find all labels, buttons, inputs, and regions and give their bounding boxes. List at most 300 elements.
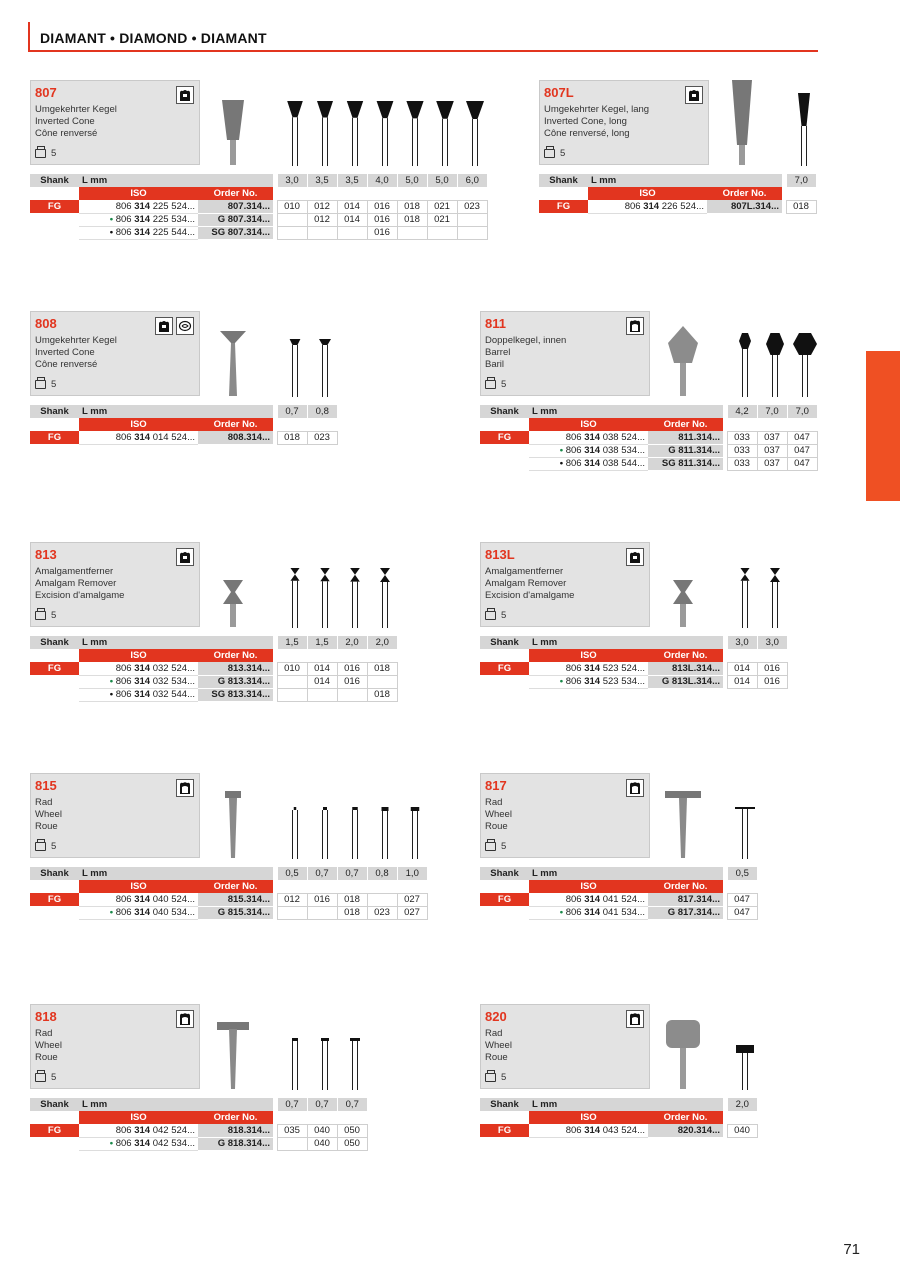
pack-quantity (35, 841, 56, 852)
length-row (30, 636, 397, 649)
indication-icons (176, 1010, 194, 1028)
instrument-photo (208, 1004, 258, 1089)
bur-drawing (400, 779, 430, 859)
product-card (30, 773, 200, 858)
product-name: Wheel (35, 1040, 62, 1051)
bur-drawing (760, 317, 790, 397)
length-value: 2,0 (337, 636, 367, 649)
table-row (30, 226, 487, 239)
pack-count: 5 (51, 379, 57, 390)
shank-type: FG (30, 431, 79, 444)
order-number: G 815.314... (198, 906, 273, 919)
empty-cell (30, 675, 79, 688)
product-names (35, 335, 117, 371)
length-row (480, 636, 787, 649)
empty-cell (30, 688, 79, 701)
shank-type: FG (30, 1124, 79, 1137)
length-value: 1,5 (277, 636, 307, 649)
product-name: Barrel (485, 347, 511, 358)
order-header: Order No. (198, 880, 273, 893)
product-807l (539, 80, 900, 250)
bur-photo (208, 773, 258, 858)
product-820 (480, 1004, 900, 1174)
product-name: Roue (485, 1052, 508, 1063)
product-code: 820 (485, 1009, 507, 1024)
pack-count: 5 (560, 148, 566, 159)
order-header: Order No. (198, 1111, 273, 1124)
iso-number: • 806 314 042 534... (79, 1137, 198, 1150)
size-value: 012 (307, 200, 337, 213)
iso-header: ISO (79, 880, 198, 893)
length-row (539, 174, 816, 187)
table-row (30, 675, 397, 688)
order-number: 818.314... (198, 1124, 273, 1137)
order-number: 820.314... (648, 1124, 723, 1137)
size-value: 047 (727, 893, 757, 906)
product-811 (480, 311, 900, 481)
size-value (277, 226, 307, 239)
size-value: 037 (757, 431, 787, 444)
product-name: Inverted Cone, long (544, 116, 627, 127)
shank-label: Shank (30, 1098, 79, 1111)
length-value: 0,7 (337, 867, 367, 880)
product-name: Inverted Cone (35, 347, 95, 358)
package-icon (544, 149, 555, 158)
size-value: 047 (787, 457, 817, 470)
tooth-cavity-icon (626, 317, 644, 335)
instrument-drawings (280, 779, 430, 859)
header-row (480, 418, 817, 431)
instrument-drawings (280, 86, 490, 166)
spec-table (30, 636, 398, 702)
size-value (457, 213, 487, 226)
product-code: 817 (485, 778, 507, 793)
pack-count: 5 (501, 841, 507, 852)
instrument-photo (208, 311, 258, 396)
indication-icons (685, 86, 703, 104)
spec-table (30, 867, 428, 920)
pack-quantity (544, 148, 565, 159)
product-code: 807 (35, 85, 57, 100)
size-value (307, 906, 337, 919)
order-number: G 813L.314... (648, 675, 723, 688)
green-dot-icon: • (109, 907, 116, 918)
size-value (427, 226, 457, 239)
product-name: Cône renversé (35, 128, 98, 139)
pack-count: 5 (501, 1072, 507, 1083)
length-value: 5,0 (427, 174, 457, 187)
size-value: 023 (367, 906, 397, 919)
empty-cell (480, 906, 529, 919)
bur-photo (658, 311, 708, 396)
length-label: L mm (79, 174, 273, 187)
product-name: Umgekehrter Kegel, lang (544, 104, 650, 115)
bur-drawing (340, 86, 370, 166)
size-value (307, 226, 337, 239)
page-number: 71 (843, 1241, 860, 1258)
size-value: 010 (277, 662, 307, 675)
table-row (480, 893, 757, 906)
shank-label: Shank (480, 867, 529, 880)
size-value: 018 (397, 200, 427, 213)
size-value (367, 893, 397, 906)
empty-cell (30, 226, 79, 239)
empty-cell (480, 675, 529, 688)
size-value: 014 (307, 675, 337, 688)
length-value: 0,5 (727, 867, 757, 880)
green-dot-icon: • (559, 907, 566, 918)
iso-number: • 806 314 225 534... (79, 213, 198, 226)
length-value: 2,0 (727, 1098, 757, 1111)
header-row (539, 187, 816, 200)
bur-drawing (430, 86, 460, 166)
instrument-drawings (280, 548, 400, 628)
green-dot-icon: • (559, 445, 566, 456)
order-number: 807L.314... (707, 200, 782, 213)
bur-drawing (370, 86, 400, 166)
header-row (30, 1111, 367, 1124)
product-card (480, 542, 650, 627)
package-icon (35, 842, 46, 851)
pack-count: 5 (51, 841, 57, 852)
size-value: 012 (307, 213, 337, 226)
iso-header: ISO (529, 418, 648, 431)
table-row (480, 906, 757, 919)
tooth-root-icon (176, 317, 194, 335)
size-value: 018 (397, 213, 427, 226)
bur-drawing (370, 548, 400, 628)
length-label: L mm (79, 405, 273, 418)
size-value: 027 (397, 893, 427, 906)
table-row (30, 662, 397, 675)
product-names (544, 104, 649, 140)
shank-type: FG (480, 1124, 529, 1137)
tooth-cavity-icon (626, 1010, 644, 1028)
length-value: 4,0 (367, 174, 397, 187)
black-dot-icon: • (559, 458, 566, 469)
size-value: 016 (367, 200, 397, 213)
table-row (480, 662, 787, 675)
iso-header: ISO (529, 649, 648, 662)
size-value (277, 213, 307, 226)
table-row (30, 200, 487, 213)
instrument-photo (658, 1004, 708, 1089)
empty-cell (30, 1137, 79, 1150)
size-value: 018 (277, 431, 307, 444)
product-name: Rad (485, 797, 503, 808)
product-names (35, 566, 124, 602)
pack-quantity (485, 1072, 506, 1083)
page-header (28, 22, 818, 52)
product-names (485, 797, 512, 833)
bur-drawing (340, 1010, 370, 1090)
instrument-photo (717, 80, 767, 165)
indication-icons (626, 317, 644, 335)
indication-icons (626, 1010, 644, 1028)
instrument-drawings (730, 317, 820, 397)
length-label: L mm (529, 867, 723, 880)
length-value: 4,2 (727, 405, 757, 418)
pack-count: 5 (51, 148, 57, 159)
instrument-drawings (730, 1010, 760, 1090)
iso-number: • 806 314 041 534... (529, 906, 648, 919)
package-icon (485, 380, 496, 389)
iso-number: 806 314 014 524... (79, 431, 198, 444)
length-value: 6,0 (457, 174, 487, 187)
shank-label: Shank (480, 636, 529, 649)
size-value: 016 (367, 213, 397, 226)
order-header: Order No. (648, 418, 723, 431)
size-value: 018 (337, 893, 367, 906)
bur-drawing (310, 779, 340, 859)
size-value: 014 (727, 662, 757, 675)
size-value: 016 (337, 675, 367, 688)
size-value: 014 (727, 675, 757, 688)
product-names (485, 335, 566, 371)
iso-header: ISO (79, 418, 198, 431)
pack-quantity (35, 148, 56, 159)
shank-type: FG (480, 431, 529, 444)
shank-type: FG (30, 662, 79, 675)
iso-header: ISO (529, 1111, 648, 1124)
page-title: DIAMANT • DIAMOND • DIAMANT (40, 30, 267, 46)
bur-drawing (310, 86, 340, 166)
tooth-cavity-icon (626, 779, 644, 797)
length-value: 2,0 (367, 636, 397, 649)
shank-label: Shank (30, 636, 79, 649)
size-value: 050 (337, 1137, 367, 1150)
iso-number: 806 314 043 524... (529, 1124, 648, 1137)
table-row (480, 1124, 757, 1137)
package-icon (35, 380, 46, 389)
length-value: 3,0 (727, 636, 757, 649)
pack-quantity (35, 610, 56, 621)
order-number: 808.314... (198, 431, 273, 444)
length-value: 3,5 (337, 174, 367, 187)
length-label: L mm (529, 636, 723, 649)
order-header: Order No. (648, 880, 723, 893)
size-value: 016 (757, 675, 787, 688)
iso-number: 806 314 040 524... (79, 893, 198, 906)
iso-header: ISO (79, 187, 198, 200)
table-row (30, 906, 427, 919)
bur-drawing (789, 86, 819, 166)
instrument-drawings (280, 1010, 370, 1090)
tooth-cavity-icon (176, 779, 194, 797)
table-row (539, 200, 816, 213)
size-value: 023 (307, 431, 337, 444)
product-code: 808 (35, 316, 57, 331)
tooth-crown-icon (176, 548, 194, 566)
product-code: 807L (544, 85, 574, 100)
product-name: Doppelkegel, innen (485, 335, 567, 346)
bur-drawing (460, 86, 490, 166)
iso-number: • 806 314 032 534... (79, 675, 198, 688)
length-value: 0,7 (337, 1098, 367, 1111)
order-number: G 813.314... (198, 675, 273, 688)
size-value: 027 (397, 906, 427, 919)
size-value: 040 (307, 1137, 337, 1150)
order-header: Order No. (198, 187, 273, 200)
size-value: 016 (337, 662, 367, 675)
black-dot-icon: • (109, 227, 116, 238)
order-number: 813.314... (198, 662, 273, 675)
instrument-photo (658, 311, 708, 396)
order-number: 811.314... (648, 431, 723, 444)
iso-header: ISO (529, 880, 648, 893)
pack-quantity (485, 610, 506, 621)
order-number: 815.314... (198, 893, 273, 906)
table-row (30, 893, 427, 906)
pack-quantity (485, 841, 506, 852)
indication-icons (176, 779, 194, 797)
order-header: Order No. (198, 649, 273, 662)
instrument-photo (208, 542, 258, 627)
iso-number: 806 314 041 524... (529, 893, 648, 906)
instrument-photo (208, 773, 258, 858)
package-icon (35, 1073, 46, 1082)
indication-icons (176, 548, 194, 566)
instrument-photo (658, 773, 708, 858)
product-name: Wheel (35, 809, 62, 820)
table-row (30, 1137, 367, 1150)
size-value: 021 (427, 200, 457, 213)
bur-drawing (280, 317, 310, 397)
bur-drawing (340, 779, 370, 859)
pack-quantity (485, 379, 506, 390)
product-name: Wheel (485, 1040, 512, 1051)
product-card (480, 311, 650, 396)
indication-icons (176, 86, 194, 104)
size-value (307, 688, 337, 701)
black-dot-icon: • (109, 689, 116, 700)
bur-drawing (310, 548, 340, 628)
order-header: Order No. (198, 418, 273, 431)
product-name: Umgekehrter Kegel (35, 104, 117, 115)
iso-number: • 806 314 038 534... (529, 444, 648, 457)
product-names (485, 566, 574, 602)
bur-photo (658, 542, 708, 627)
size-value: 016 (367, 226, 397, 239)
iso-number: • 806 314 040 534... (79, 906, 198, 919)
bur-drawing (400, 86, 430, 166)
length-value: 1,0 (397, 867, 427, 880)
table-row (30, 431, 337, 444)
header-row (30, 187, 487, 200)
product-card (539, 80, 709, 165)
bur-photo (208, 311, 258, 396)
order-number: SG 807.314... (198, 226, 273, 239)
green-dot-icon: • (109, 1138, 116, 1149)
bur-drawing (730, 317, 760, 397)
order-number: 807.314... (198, 200, 273, 213)
table-row (480, 457, 817, 470)
iso-number: 806 314 038 524... (529, 431, 648, 444)
indication-icons (155, 317, 194, 335)
bur-drawing (280, 1010, 310, 1090)
size-value: 023 (457, 200, 487, 213)
table-row (30, 1124, 367, 1137)
iso-header: ISO (588, 187, 707, 200)
order-header: Order No. (648, 649, 723, 662)
size-value: 035 (277, 1124, 307, 1137)
product-name: Inverted Cone (35, 116, 95, 127)
product-code: 818 (35, 1009, 57, 1024)
product-name: Roue (35, 821, 58, 832)
order-number: G 807.314... (198, 213, 273, 226)
size-value: 012 (277, 893, 307, 906)
header-row (480, 1111, 757, 1124)
length-row (30, 867, 427, 880)
length-row (480, 405, 817, 418)
length-value: 3,0 (277, 174, 307, 187)
pack-count: 5 (51, 610, 57, 621)
table-row (30, 688, 397, 701)
header-row (30, 418, 337, 431)
header-row (480, 649, 787, 662)
size-value: 040 (727, 1124, 757, 1137)
order-header: Order No. (707, 187, 782, 200)
length-label: L mm (588, 174, 782, 187)
product-name: Cône renversé, long (544, 128, 630, 139)
size-value: 018 (786, 200, 816, 213)
size-value (277, 906, 307, 919)
length-label: L mm (79, 636, 273, 649)
tooth-crown-icon (176, 86, 194, 104)
instrument-drawings (789, 86, 819, 166)
size-value: 016 (307, 893, 337, 906)
bur-drawing (790, 317, 820, 397)
size-value: 016 (757, 662, 787, 675)
size-value: 021 (427, 213, 457, 226)
spec-table (539, 174, 817, 214)
size-value (457, 226, 487, 239)
size-value (367, 675, 397, 688)
header-row (30, 649, 397, 662)
instrument-drawings (730, 779, 760, 859)
product-name: Rad (485, 1028, 503, 1039)
bur-drawing (280, 86, 310, 166)
bur-drawing (760, 548, 790, 628)
product-names (35, 797, 62, 833)
order-number: 817.314... (648, 893, 723, 906)
length-label: L mm (529, 1098, 723, 1111)
table-row (30, 213, 487, 226)
size-value: 040 (307, 1124, 337, 1137)
iso-header: ISO (79, 649, 198, 662)
product-817 (480, 773, 900, 943)
instrument-drawings (730, 548, 790, 628)
bur-drawing (280, 548, 310, 628)
header-row (30, 880, 427, 893)
product-name: Wheel (485, 809, 512, 820)
size-value (337, 688, 367, 701)
package-icon (35, 149, 46, 158)
length-value: 0,7 (277, 1098, 307, 1111)
shank-type: FG (30, 893, 79, 906)
iso-number: • 806 314 032 544... (79, 688, 198, 701)
bur-drawing (370, 779, 400, 859)
pack-count: 5 (51, 1072, 57, 1083)
shank-label: Shank (30, 405, 79, 418)
product-code: 813L (485, 547, 515, 562)
length-value: 0,7 (277, 405, 307, 418)
instrument-drawings (280, 317, 340, 397)
package-icon (485, 842, 496, 851)
product-names (35, 104, 117, 140)
product-card (480, 1004, 650, 1089)
size-value: 014 (307, 662, 337, 675)
